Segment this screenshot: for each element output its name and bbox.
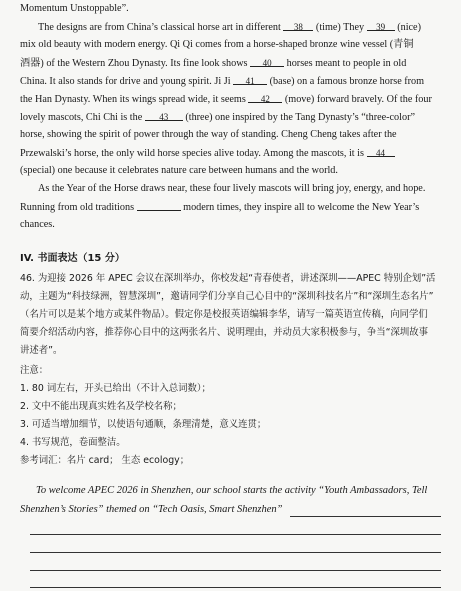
passage-line-6: the Han Dynasty. When its wings spread wide, it seems 42 (move) forward bravely. Of the four xyxy=(20,94,432,105)
passage-line-3: mix old beauty with modern energy. Qi Qi comes from a horse-shaped bronze wine vessel (青铜 xyxy=(20,39,414,50)
prompt-line-4: 简要介绍活动内容，推荐你心目中的这两张名片、说明理由，并动员大家积极参与，争当“深圳故事 xyxy=(20,327,428,338)
blank-42[interactable]: 42 xyxy=(248,93,282,103)
writing-line[interactable] xyxy=(290,516,441,517)
prompt-line-3: （名片可以是某个地方或某件物品）。假定你是校报英语编辑李华，请写一篇英语宣传稿，向同学们 xyxy=(20,309,428,320)
blank-44[interactable]: 44 xyxy=(367,147,395,157)
vocab-hint: 参考词汇：名片 card； 生态 ecology； xyxy=(20,455,190,466)
note-4: 4. 书写规范，卷面整洁。 xyxy=(20,437,126,448)
passage-line-5: China. It also stands for drive and young spirit. Ji Ji 41 (base) on a famous bronze horse from xyxy=(20,76,425,87)
passage-line-7: lovely mascots, Chi Chi is the 43 (three) one inspired by the Tang Dynasty’s “three-color” xyxy=(20,112,415,123)
notes-heading: 注意： xyxy=(20,365,49,376)
section-title: IV. 书面表达（15 分） xyxy=(20,253,125,264)
passage-line-2: The designs are from China’s classical horse art in different 38 (time) They 39 (nice) xyxy=(38,22,421,33)
blank-39[interactable]: 39 xyxy=(367,21,395,31)
essay-start-line-2: Shenzhen’s Stories” themed on “Tech Oasis, Smart Shenzhen” xyxy=(20,504,283,515)
prompt-line-2: 动，主题为“科技绿洲，智慧深圳”，邀请同学们分享自己心目中的“深圳科技名片”和“深圳生态名片” xyxy=(20,291,434,302)
passage-line-12: Running from old traditions modern times, they inspire all to welcome the New Year’s xyxy=(20,202,420,213)
blank-38[interactable]: 38 xyxy=(283,21,313,31)
passage-line-11: As the Year of the Horse draws near, these four lively mascots will bring joy, energy, and hope. xyxy=(38,183,426,194)
blank-41[interactable]: 41 xyxy=(233,75,267,85)
note-2: 2. 文中不能出现真实姓名及学校名称； xyxy=(20,401,182,412)
writing-line[interactable] xyxy=(30,570,441,571)
writing-line[interactable] xyxy=(30,534,441,535)
writing-line[interactable] xyxy=(30,552,441,553)
blank-40[interactable]: 40 xyxy=(250,57,284,67)
passage-line-8: horse, showing the spirit of power through the way of standing. Cheng Cheng takes after the xyxy=(20,129,397,140)
note-1: 1. 80 词左右，开头已给出（不计入总词数）； xyxy=(20,383,211,394)
note-3: 3. 可适当增加细节，以使语句通顺，条理清楚，意义连贯； xyxy=(20,419,267,430)
blank-43[interactable]: 43 xyxy=(145,111,183,121)
prompt-line-5: 讲述者”。 xyxy=(20,345,63,356)
passage-line-1: Momentum Unstoppable”. xyxy=(20,3,129,14)
passage-line-9: Przewalski’s horse, the only wild horse species alive today. Among the mascots, it is 44 xyxy=(20,147,395,160)
passage-line-10: (special) one because it celebrates nature care between humans and the world. xyxy=(20,165,338,176)
blank-45[interactable] xyxy=(137,201,181,211)
passage-line-13: chances. xyxy=(20,219,55,230)
essay-start-line-1: To welcome APEC 2026 in Shenzhen, our school starts the activity “Youth Ambassadors, Tell xyxy=(36,485,428,496)
writing-line[interactable] xyxy=(30,587,441,588)
prompt-line-1: 46. 为迎接 2026 年 APEC 会议在深圳举办，你校发起“青春使者，讲述深圳——APEC 特别企划”活 xyxy=(20,273,436,284)
passage-line-4: 酒器) of the Western Zhou Dynasty. Its fine look shows 40 horses meant to people in old xyxy=(20,58,407,69)
